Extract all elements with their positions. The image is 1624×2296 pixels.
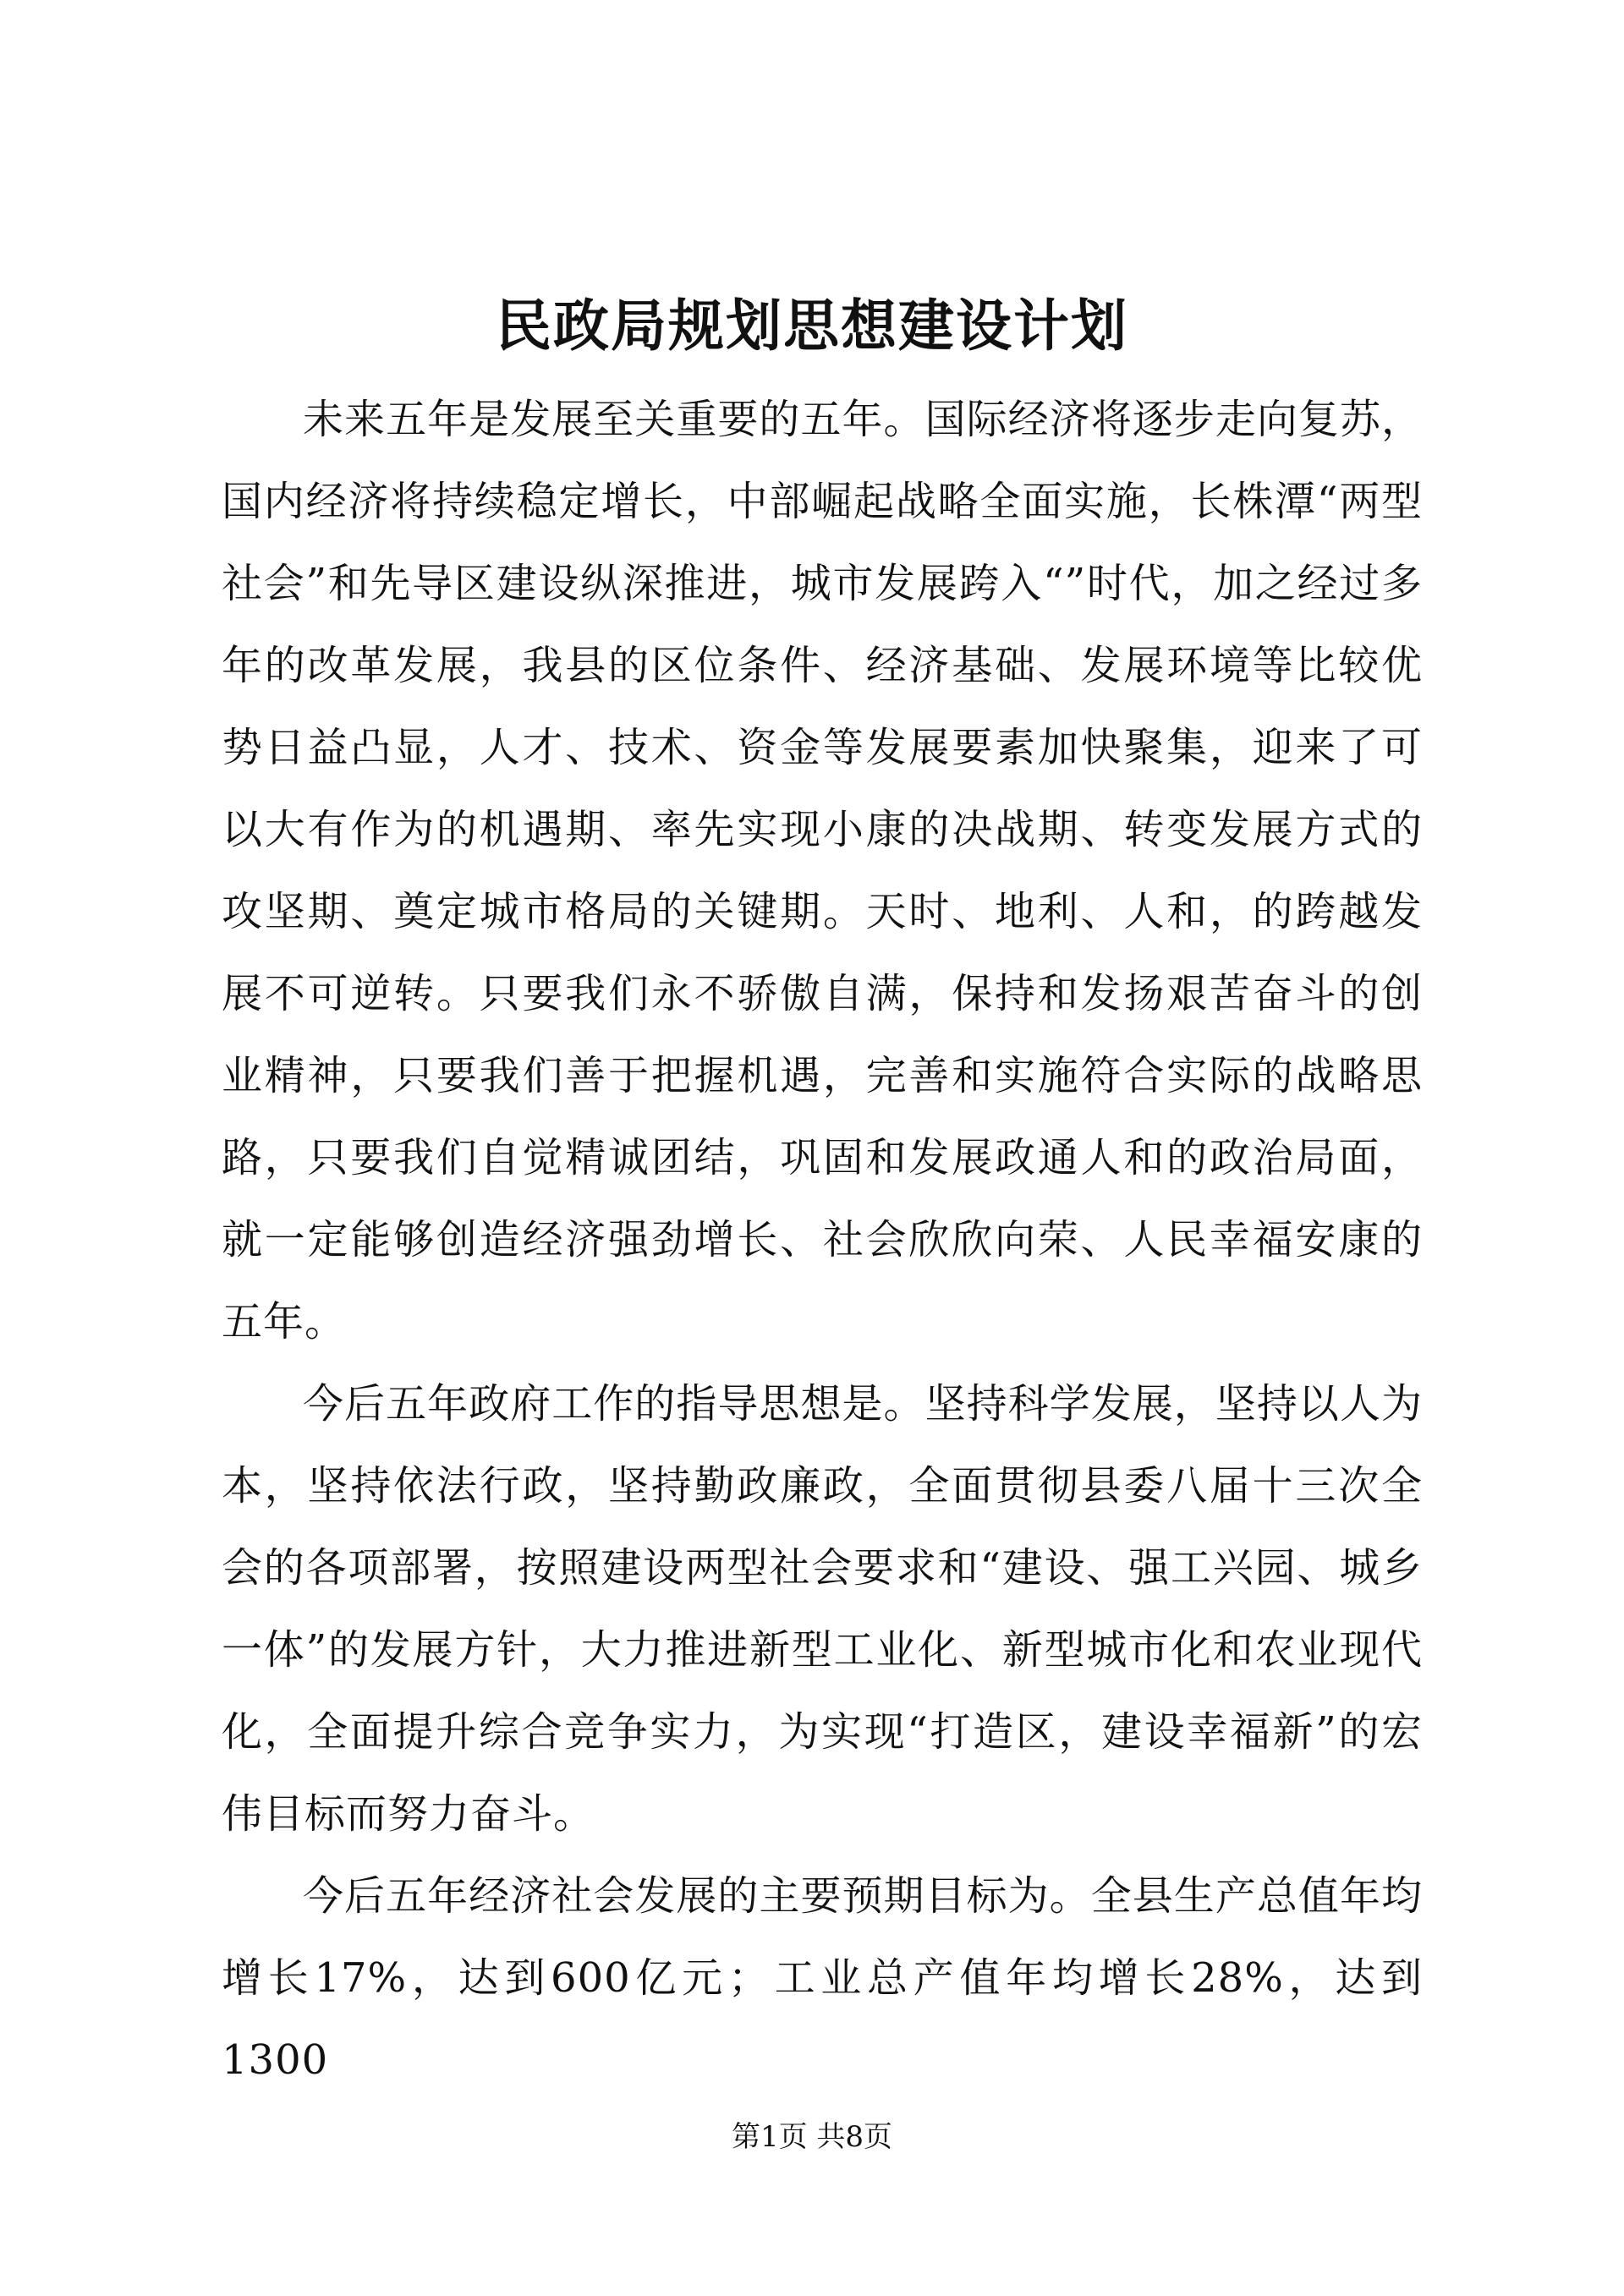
paragraph-2: 今后五年政府工作的指导思想是。坚持科学发展，坚持以人为本，坚持依法行政，坚持勤政廉政，全面贯彻县委八届十三次全会的各项部署，按照建设两型社会要求和“建设、强工兴园、城乡一体”的发展方针，大力推进新型工业化、新型城市化和农业现代化，全面提升综合竞争实力，为实现“打造区，建设幸福新”的宏伟目标而努力奋斗。 — [222, 1380, 1423, 1838]
document-title: 民政局规划思想建设计划 — [496, 293, 1128, 359]
paragraph-3: 今后五年经济社会发展的主要预期目标为。全县生产总值年均增长17%，达到600亿元；工业总产值年均增长28%，达到1300 — [222, 1872, 1423, 2084]
page-footer: 第1页 共8页 — [731, 2120, 893, 2154]
document-body — [222, 379, 1423, 2101]
paragraph-1: 未来五年是发展至关重要的五年。国际经济将逐步走向复苏，国内经济将持续稳定增长，中部崛起战略全面实施，长株潭“两型社会”和先导区建设纵深推进，城市发展跨入“”时代，加之经过多年的改革发展，我县的区位条件、经济基础、发展环境等比较优势日益凸显，人才、技术、资金等发展要素加快聚集，迎来了可以大有作为的机遇期、率先实现小康的决战期、转变发展方式的攻坚期、奠定城市格局的关键期。天时、地利、人和，的跨越发展不可逆转。只要我们永不骄傲自满，保持和发扬艰苦奋斗的创业精神，只要我们善于把握机遇，完善和实施符合实际的战略思路，只要我们自觉精诚团结，巩固和发展政通人和的政治局面，就一定能够创造经济强劲增长、社会欣欣向荣、人民幸福安康的五年。 — [222, 396, 1423, 1345]
